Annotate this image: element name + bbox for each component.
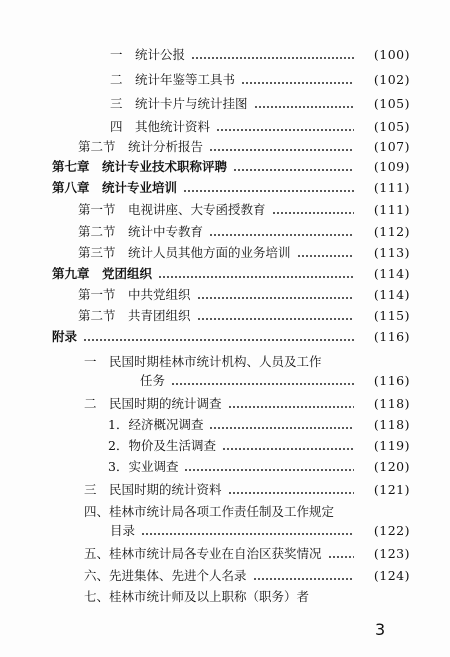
toc-entry	[78, 306, 410, 326]
toc-entry-label: 三 民国时期的统计资料	[84, 482, 222, 497]
toc-entry-wrapped-line: 一 民国时期桂林市统计机构、人员及工作	[84, 354, 322, 369]
toc-entry	[78, 285, 410, 305]
toc-entry-wrapped-line: 七、桂林市统计师及以上职称（职务）者	[84, 589, 310, 604]
toc-entry	[108, 457, 410, 477]
toc-entry	[78, 222, 410, 242]
toc-entry	[110, 45, 410, 65]
toc-leader-dots	[272, 212, 354, 214]
toc-entry-page: (122)	[373, 523, 410, 538]
toc-leader-dots	[228, 406, 354, 408]
toc-leader-dots	[209, 234, 354, 236]
toc-entry	[108, 415, 410, 435]
toc-leader-dots	[158, 276, 354, 278]
toc-chapter-entry	[52, 157, 410, 177]
toc-entry-label: 第七章 统计专业技术职称评聘	[52, 159, 228, 174]
toc-entry-page: (111)	[373, 180, 410, 195]
toc-entry	[110, 117, 410, 137]
toc-entry	[84, 566, 410, 586]
toc-entry-label: 附录	[52, 329, 78, 344]
toc-entry-label: 六、先进集体、先进个人名录	[84, 568, 247, 583]
toc-leader-dots	[297, 255, 354, 257]
toc-entry-label: 1．经济概况调查	[108, 417, 204, 432]
toc-leader-dots	[197, 297, 354, 299]
toc-leader-dots	[253, 578, 354, 580]
toc-entry	[84, 544, 410, 564]
toc-leader-dots	[209, 427, 354, 429]
toc-leader-dots	[197, 318, 354, 320]
toc-entry-page: (120)	[373, 459, 410, 474]
toc-entry-label: 第八章 统计专业培训	[52, 180, 178, 195]
toc-entry-page: (107)	[373, 139, 410, 154]
toc-entry-page: (119)	[373, 438, 410, 453]
toc-entry-page: (116)	[373, 373, 410, 388]
toc-entry-page: (118)	[373, 417, 410, 432]
toc-chapter-entry	[52, 178, 410, 198]
toc-entry-page: (115)	[373, 308, 410, 323]
toc-entry	[110, 94, 410, 114]
toc-entry	[110, 521, 410, 541]
toc-leader-dots	[141, 533, 354, 535]
toc-leader-dots	[228, 492, 354, 494]
toc-entry-page: (112)	[373, 224, 410, 239]
toc-entry-label: 第二节 统计中专教育	[78, 224, 204, 239]
toc-leader-dots	[233, 169, 354, 171]
toc-leader-dots	[83, 339, 354, 341]
toc-entry-label: 五、桂林市统计局各专业在自治区获奖情况	[84, 546, 322, 561]
toc-entry-wrapped-line: 四、桂林市统计局各项工作责任制及工作规定	[84, 504, 335, 519]
toc-entry-page: (100)	[373, 47, 410, 62]
toc-leader-dots	[254, 106, 354, 108]
toc-leader-dots	[184, 469, 354, 471]
toc-entry-label: 第二节 共青团组织	[78, 308, 191, 323]
toc-entry-page: (114)	[373, 266, 410, 281]
toc-entry-label: 第三节 统计人员其他方面的业务培训	[78, 245, 291, 260]
toc-entry-page: (121)	[373, 482, 410, 497]
toc-entry-page: (113)	[373, 245, 410, 260]
toc-entry-page: (105)	[373, 96, 410, 111]
toc-entry-page: (111)	[373, 202, 410, 217]
toc-entry-label: 第一节 中共党组织	[78, 287, 191, 302]
toc-entry-label: 任务	[140, 373, 166, 388]
page-number: 3	[375, 620, 386, 639]
toc-leader-dots	[183, 190, 354, 192]
toc-entry	[84, 394, 410, 414]
toc-leader-dots	[209, 149, 354, 151]
toc-entry-page: (116)	[373, 329, 410, 344]
toc-chapter-entry	[52, 264, 410, 284]
toc-entry	[110, 70, 410, 90]
toc-entry-label: 二 民国时期的统计调查	[84, 396, 222, 411]
toc-entry-page: (114)	[373, 287, 410, 302]
toc-entry-label: 第二节 统计分析报告	[78, 139, 204, 154]
toc-entry-label: 三 统计卡片与统计挂图	[110, 96, 248, 111]
toc-entry	[108, 436, 410, 456]
toc-entry	[78, 137, 410, 157]
toc-entry-label: 目录	[110, 523, 136, 538]
toc-leader-dots	[222, 448, 354, 450]
toc-entry	[78, 200, 410, 220]
toc-entry-page: (118)	[373, 396, 410, 411]
toc-entry-label: 3．实业调查	[108, 459, 179, 474]
toc-entry-page: (105)	[373, 119, 410, 134]
toc-entry-label: 二 统计年鉴等工具书	[110, 72, 236, 87]
toc-leader-dots	[191, 57, 354, 59]
toc-entry	[78, 243, 410, 263]
toc-appendix-entry	[52, 327, 410, 347]
toc-leader-dots	[216, 129, 354, 131]
toc-leader-dots	[171, 383, 354, 385]
toc-entry-page: (123)	[373, 546, 410, 561]
toc-entry-label: 一 统计公报	[110, 47, 186, 62]
toc-entry-page: (109)	[373, 159, 410, 174]
toc-leader-dots	[241, 82, 354, 84]
toc-entry-page: (102)	[373, 72, 410, 87]
toc-entry-label: 2．物价及生活调查	[108, 438, 216, 453]
toc-entry-label: 第九章 党团组织	[52, 266, 153, 281]
toc-entry-page: (124)	[373, 568, 410, 583]
toc-entry-label: 四 其他统计资料	[110, 119, 211, 134]
toc-entry	[84, 480, 410, 500]
toc-leader-dots	[328, 556, 354, 558]
toc-entry-label: 第一节 电视讲座、大专函授教育	[78, 202, 266, 217]
toc-entry	[140, 371, 410, 391]
